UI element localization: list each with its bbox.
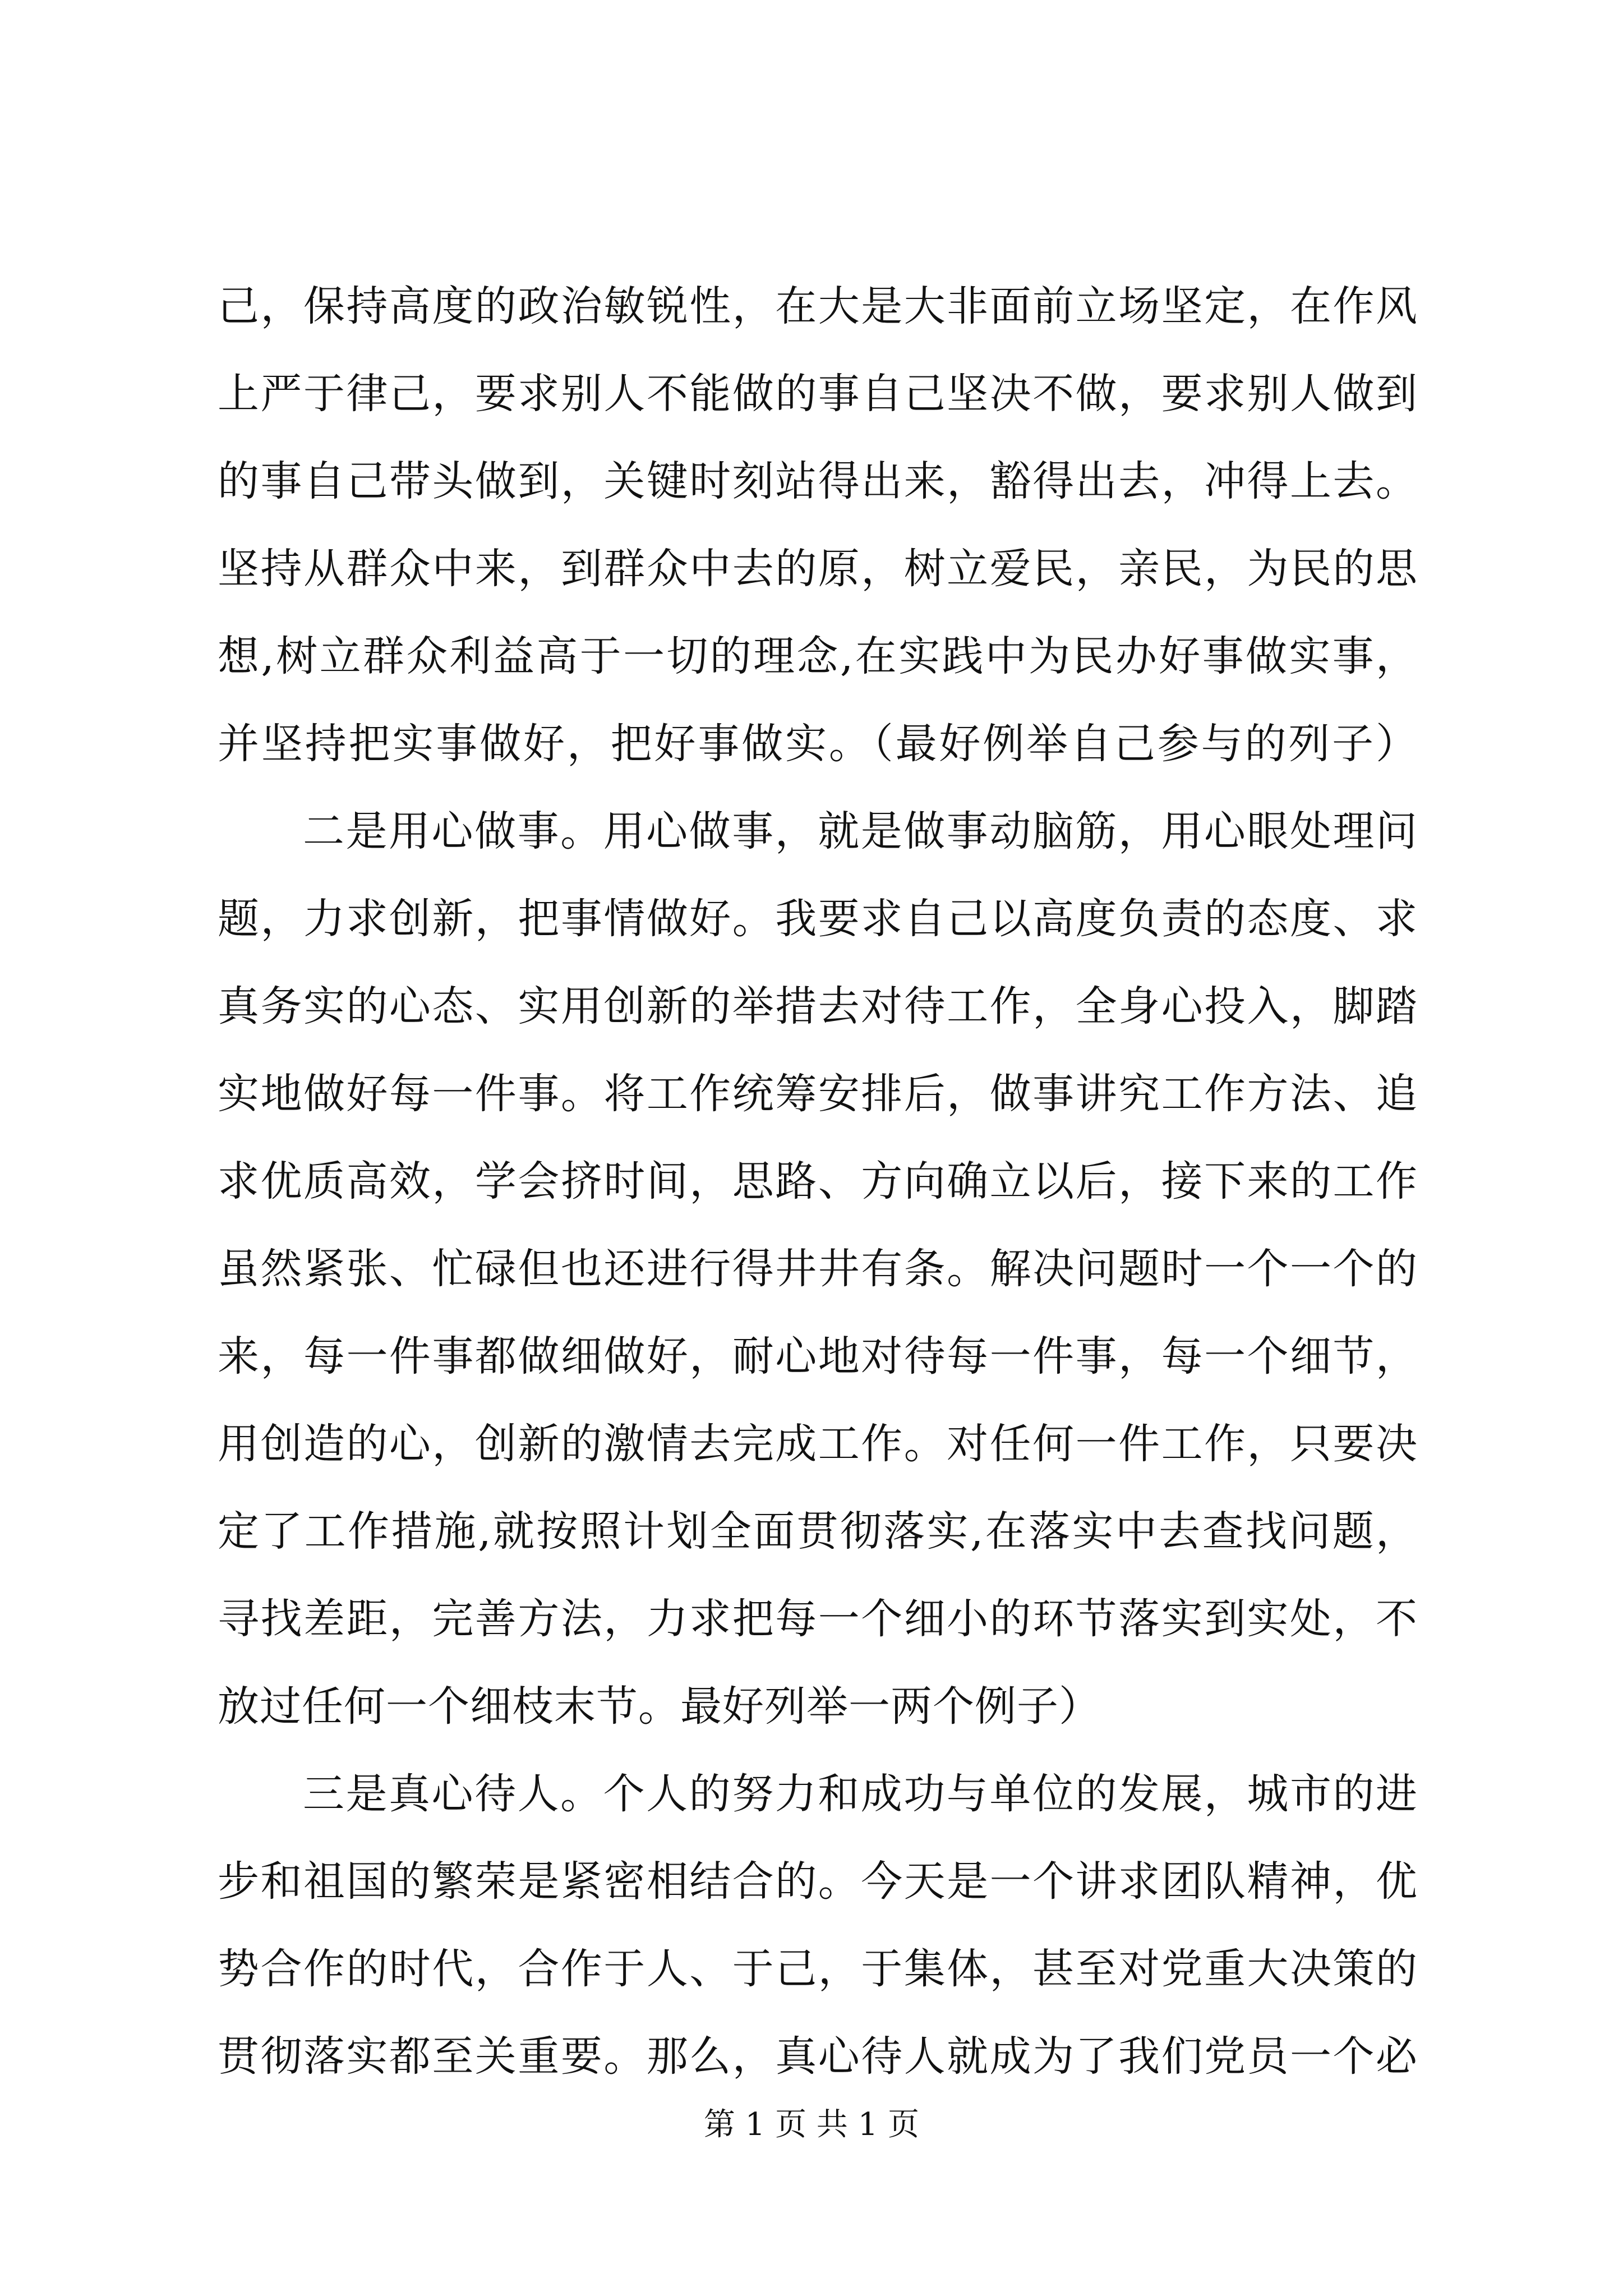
text-line: 的事自己带头做到，关键时刻站得出来，豁得出去，冲得上去。 xyxy=(218,457,1418,505)
text-line: 求优质高效，学会挤时间，思路、方向确立以后，接下来的工作 xyxy=(218,1157,1418,1205)
text-line: 用创造的心，创新的激情去完成工作。对任何一件工作，只要决 xyxy=(218,1420,1418,1468)
text-line: 势合作的时代，合作于人、于己，于集体，甚至对党重大决策的 xyxy=(218,1945,1418,1993)
text-line: 步和祖国的繁荣是紧密相结合的。今天是一个讲求团队精神，优 xyxy=(218,1857,1418,1906)
text-line: 上严于律己，要求别人不能做的事自己坚决不做，要求别人做到 xyxy=(218,370,1418,418)
text-line: 贯彻落实都至关重要。那么，真心待人就成为了我们党员一个必 xyxy=(218,2032,1418,2081)
text-line: 真务实的心态、实用创新的举措去对待工作，全身心投入，脚踏 xyxy=(218,982,1418,1030)
paragraph-end-line: 放过任何一个细枝末节。最好列举一两个例子） xyxy=(218,1682,1101,1731)
text-line: 坚持从群众中来，到群众中去的原，树立爱民，亲民，为民的思 xyxy=(218,545,1418,593)
text-line: 定了工作措施,就按照计划全面贯彻落实,在落实中去查找问题， xyxy=(218,1507,1418,1556)
text-line: 来，每一件事都做细做好，耐心地对待每一件事，每一个细节， xyxy=(218,1332,1418,1381)
paragraph-start-line: 三是真心待人。个人的努力和成功与单位的发展，城市的进 xyxy=(303,1770,1418,1818)
text-line: 并坚持把实事做好，把好事做实。（最好例举自己参与的列子） xyxy=(218,720,1418,768)
text-line: 实地做好每一件事。将工作统筹安排后，做事讲究工作方法、追 xyxy=(218,1070,1418,1118)
paragraph-start-line: 二是用心做事。用心做事，就是做事动脑筋，用心眼处理问 xyxy=(303,807,1418,855)
text-line: 题，力求创新，把事情做好。我要求自己以高度负责的态度、求 xyxy=(218,895,1418,943)
text-line: 寻找差距，完善方法，力求把每一个细小的环节落实到实处，不 xyxy=(218,1595,1418,1643)
text-line: 想,树立群众利益高于一切的理念,在实践中为民办好事做实事， xyxy=(218,632,1418,680)
page-number-footer: 第 1 页 共 1 页 xyxy=(703,2106,920,2143)
document-body xyxy=(218,263,1418,2100)
text-line: 虽然紧张、忙碌但也还进行得井井有条。解决问题时一个一个的 xyxy=(218,1245,1418,1293)
text-line: 己，保持高度的政治敏锐性，在大是大非面前立场坚定，在作风 xyxy=(218,282,1418,330)
